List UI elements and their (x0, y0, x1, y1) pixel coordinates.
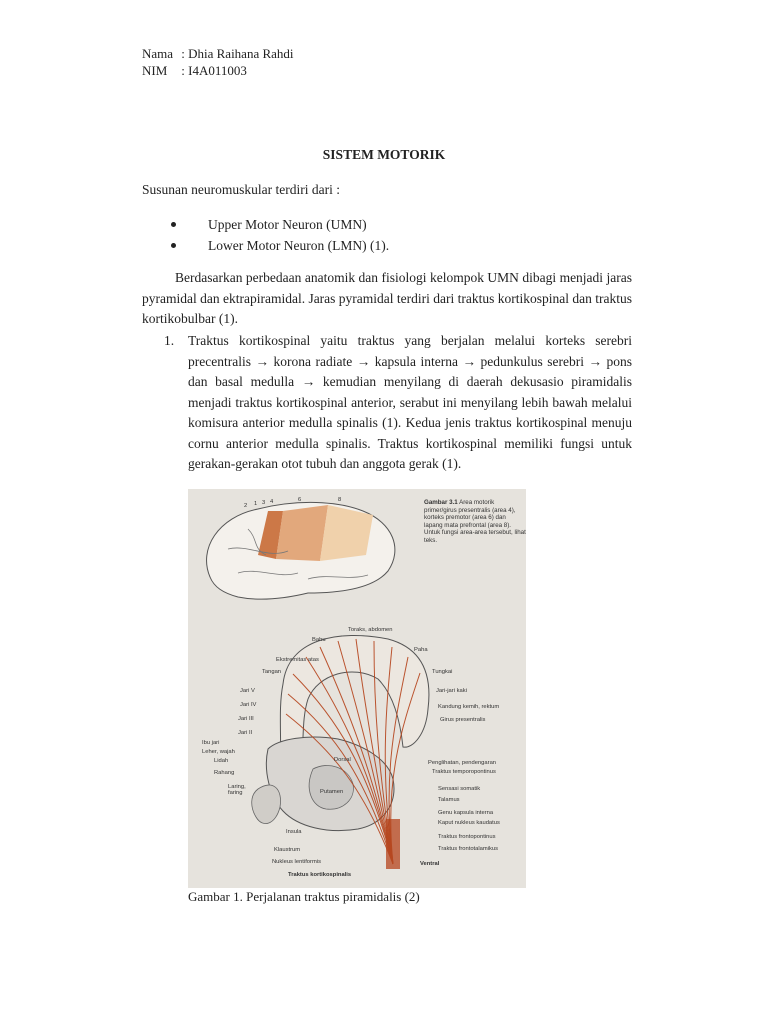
figure-label: Sensasi somatik (438, 786, 481, 792)
figure-label: Laring, faring (228, 784, 246, 796)
numbered-list-item (142, 331, 632, 475)
brain-label: 2 (244, 503, 248, 509)
figure-label: Kaput nukleus kaudatus (438, 820, 500, 826)
figure-label: Bahu (312, 637, 326, 643)
nim-value: : I4A011003 (181, 63, 247, 78)
brain-label: 6 (298, 497, 302, 503)
figure-image (188, 489, 526, 888)
brain-label: 4 (270, 499, 274, 505)
bullet-list (168, 214, 389, 256)
figure-label: Traktus frontotalamikus (438, 846, 499, 852)
figure-label: Jari III (238, 716, 254, 722)
figure-side-text: Area motorik primer/girus presentralis (area 4), korteks premotor (area 6) dan lapang mata prefrontal (area 8). Untuk fungsi area-area tersebut, lihat teks. (424, 499, 526, 544)
figure-label: Jari II (238, 730, 253, 736)
list-number: 1. (164, 333, 175, 348)
list-item (168, 214, 389, 235)
nim-label: NIM (142, 63, 168, 78)
brainstem-tract (386, 819, 400, 869)
intro-text: Susunan neuromuskular terdiri dari : (142, 182, 340, 197)
figure-label: Ekstremitas atas (276, 657, 319, 663)
figure-label: Nukleus lentiformis (272, 859, 321, 865)
figure-label: Insula (286, 829, 302, 835)
figure-label: Tangan (262, 669, 282, 675)
brain-label: 8 (338, 497, 342, 503)
figure-label: Paha (414, 647, 428, 653)
figure-label: Kandung kemih, rektum (438, 704, 500, 710)
bullet-icon (171, 222, 176, 227)
figure-label: Ibu jari (202, 740, 220, 746)
bullet-text: Lower Motor Neuron (LMN) (1). (208, 238, 390, 253)
figure-label: Klaustrum (274, 847, 301, 853)
bullet-text: Upper Motor Neuron (UMN) (208, 217, 367, 232)
figure-label: Dorsal (334, 757, 351, 763)
brain-label: 3 (262, 500, 266, 506)
list-item-text: Traktus kortikospinal yaitu traktus yang berjalan melalui korteks serebri precentralis → korona radiate → kapsula interna → pedunkulus serebri → pons dan basal medulla → kemudian menyilang di daerah dekusasio piramidalis menjadi traktus kortikospinal anterior, serabut ini menyilang lebih bawah melalui komisura anterior medulla spinalis (1). Kedua jenis traktus kortikospinal menuju cornu anterior medulla spinalis. Traktus kortikospinal memiliki fungsi untuk gerakan-gerakan otot tubuh dan anggota gerak (1). (188, 333, 632, 471)
figure-label: Talamus (438, 797, 460, 803)
figure-label: Putamen (320, 789, 344, 795)
bullet-icon (171, 243, 176, 248)
figure-label: Ventral (420, 861, 440, 867)
figure-label: Traktus frontopontinus (438, 834, 496, 840)
brain-illustration (188, 489, 526, 888)
name-line (142, 46, 294, 62)
figure-label: Tungkai (432, 669, 453, 675)
brain-label: 1 (254, 501, 258, 507)
list-item (168, 235, 389, 256)
figure-label: Genu kapsula interna (438, 810, 494, 816)
figure-label: Leher, wajah (202, 749, 235, 755)
figure-label: Jari V (240, 688, 255, 694)
name-value: : Dhia Raihana Rahdi (181, 46, 294, 61)
figure-side-caption (424, 499, 526, 544)
body-paragraph: Berdasarkan perbedaan anatomik dan fisiologi kelompok UMN dibagi menjadi jaras pyramidal dan ektrapiramidal. Jaras pyramidal terdiri dari traktus kortikospinal dan traktus kortikobulbar (1). (142, 270, 632, 326)
figure-label: Lidah (214, 758, 229, 764)
figure-label: Traktus temporopontinus (432, 769, 496, 775)
name-label: Nama (142, 46, 174, 61)
nim-line (142, 63, 247, 79)
figure-label: Traktus kortikospinalis (288, 872, 352, 878)
figure-label: Toraks, abdomen (348, 627, 393, 633)
figure-label: Jari-jari kaki (436, 688, 467, 694)
figure-label: Jari IV (240, 702, 257, 708)
figure-side-title: Gambar 3.1 (424, 499, 458, 506)
figure-caption: Gambar 1. Perjalanan traktus piramidalis (2) (188, 889, 420, 904)
area8-region (320, 505, 373, 561)
figure-label: Rahang (214, 770, 235, 776)
page-title: SISTEM MOTORIK (322, 147, 446, 162)
figure-label: Penglihatan, pendengaran (428, 760, 497, 766)
figure-label: Girus presentralis (440, 717, 486, 723)
